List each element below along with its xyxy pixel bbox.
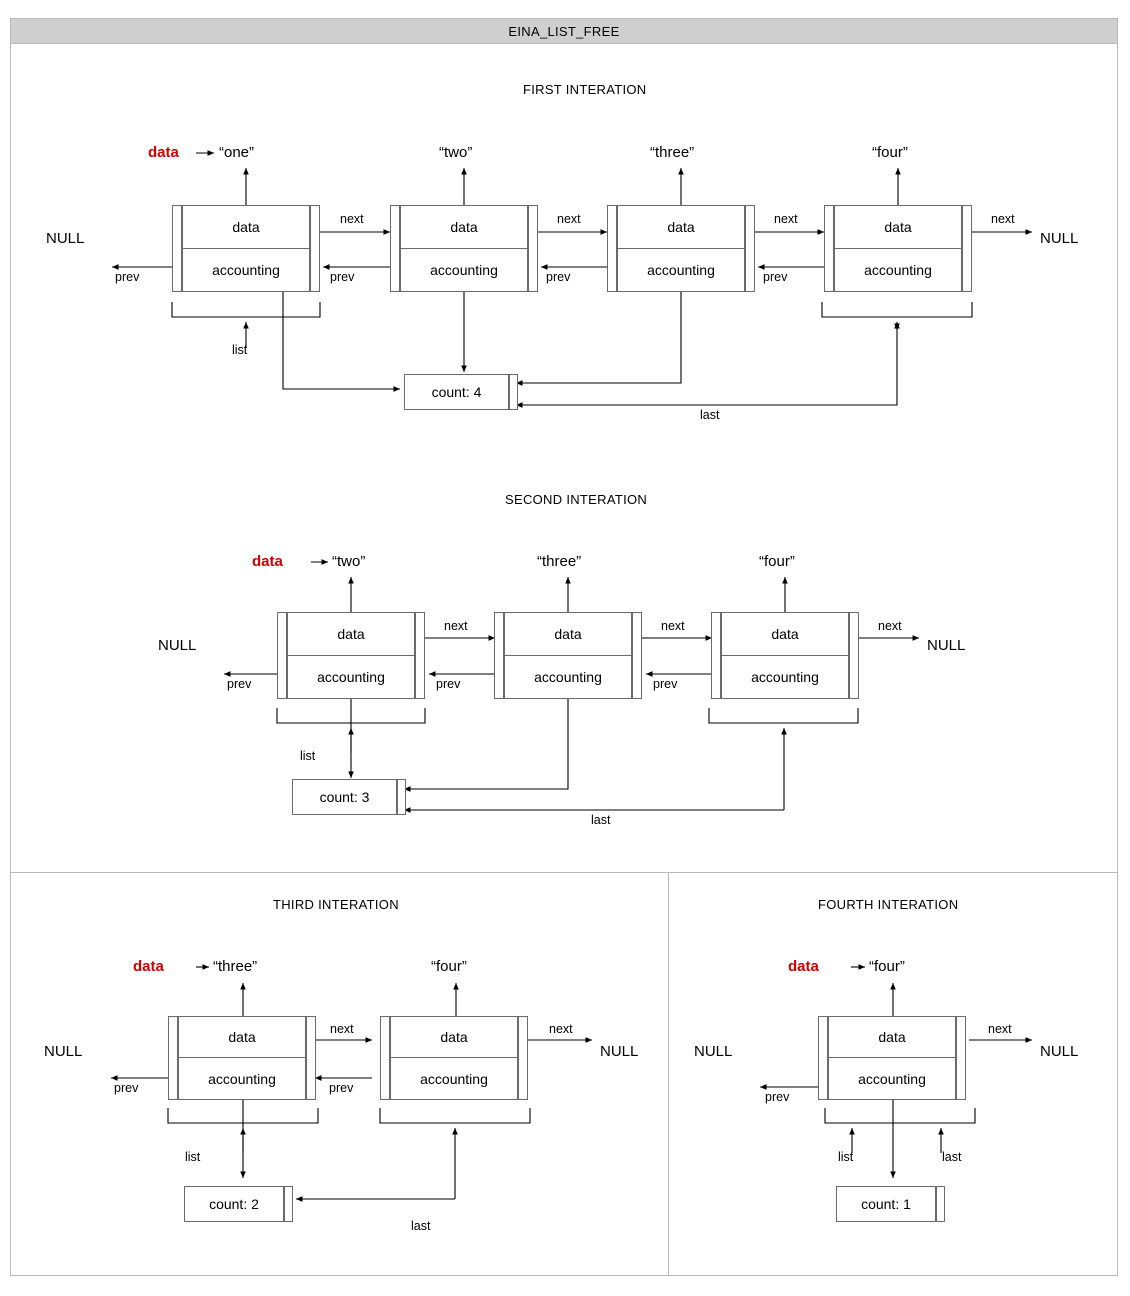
node-first-0 (182, 205, 310, 292)
null-left-fourth: NULL (694, 1043, 733, 1060)
next-label-second-1: next (661, 619, 685, 633)
node-value-second-0: “two” (332, 553, 366, 570)
node-value-second-2: “four” (759, 553, 795, 570)
node-stub-left-second-0 (277, 612, 287, 699)
node-stub-left-third-0 (168, 1016, 178, 1100)
node-third-0 (178, 1016, 306, 1100)
last-label-second: last (591, 813, 611, 827)
node-cell-accounting: accounting (420, 1070, 488, 1087)
prev-label-third-1: prev (329, 1081, 354, 1095)
count-box-stub-fourth (936, 1186, 945, 1222)
data-pointer-label-second: data (252, 553, 283, 570)
node-stub-right-first-1 (528, 205, 538, 292)
node-cell-data: data (829, 1017, 955, 1058)
node-value-fourth-0: “four” (869, 958, 905, 975)
node-cell-data: data (183, 206, 309, 249)
section-divider-horizontal (11, 872, 1117, 873)
next-label-fourth-0: next (988, 1022, 1012, 1036)
null-right-first: NULL (1040, 230, 1079, 247)
next-label-first-0: next (340, 212, 364, 226)
prev-label-first-2: prev (546, 270, 571, 284)
node-cell-data: data (288, 613, 414, 656)
null-left-third: NULL (44, 1043, 83, 1060)
node-value-first-2: “three” (650, 144, 695, 161)
node-second-0 (287, 612, 415, 699)
prev-label-second-1: prev (436, 677, 461, 691)
node-value-third-1: “four” (431, 958, 467, 975)
last-label-first: last (700, 408, 720, 422)
node-third-1 (390, 1016, 518, 1100)
next-label-third-0: next (330, 1022, 354, 1036)
data-pointer-label-fourth: data (788, 958, 819, 975)
prev-label-fourth-0: prev (765, 1090, 790, 1104)
node-stub-left-second-1 (494, 612, 504, 699)
next-label-third-1: next (549, 1022, 573, 1036)
node-stub-left-first-2 (607, 205, 617, 292)
node-cell-data: data (401, 206, 527, 249)
node-value-first-3: “four” (872, 144, 908, 161)
node-first-1 (400, 205, 528, 292)
node-stub-right-second-1 (632, 612, 642, 699)
node-cell-data: data (835, 206, 961, 249)
node-stub-left-fourth-0 (818, 1016, 828, 1100)
list-label-fourth: list (838, 1150, 854, 1164)
node-first-3 (834, 205, 962, 292)
prev-label-third-0: prev (114, 1081, 139, 1095)
next-label-first-3: next (991, 212, 1015, 226)
node-stub-right-third-1 (518, 1016, 528, 1100)
node-stub-left-third-1 (380, 1016, 390, 1100)
node-cell-accounting: accounting (751, 668, 819, 685)
node-cell-data: data (505, 613, 631, 656)
count-box-third: count: 2 (184, 1186, 284, 1222)
node-cell-accounting: accounting (208, 1070, 276, 1087)
null-left-first: NULL (46, 230, 85, 247)
data-pointer-label-third: data (133, 958, 164, 975)
count-box-first: count: 4 (404, 374, 509, 410)
next-label-second-2: next (878, 619, 902, 633)
node-cell-data: data (391, 1017, 517, 1058)
count-box-fourth: count: 1 (836, 1186, 936, 1222)
null-right-third: NULL (600, 1043, 639, 1060)
count-box-second: count: 3 (292, 779, 397, 815)
null-left-second: NULL (158, 637, 197, 654)
last-label-fourth: last (942, 1150, 962, 1164)
node-cell-accounting: accounting (864, 261, 932, 278)
node-cell-data: data (618, 206, 744, 249)
node-cell-data: data (179, 1017, 305, 1058)
prev-label-first-3: prev (763, 270, 788, 284)
section-title-third: THIRD INTERATION (273, 897, 399, 912)
node-first-2 (617, 205, 745, 292)
count-box-stub-first (509, 374, 518, 410)
list-label-third: list (185, 1150, 201, 1164)
node-cell-accounting: accounting (317, 668, 385, 685)
prev-label-second-2: prev (653, 677, 678, 691)
node-cell-accounting: accounting (858, 1070, 926, 1087)
node-value-first-0: “one” (219, 144, 255, 161)
node-cell-accounting: accounting (534, 668, 602, 685)
list-label-second: list (300, 749, 316, 763)
count-box-stub-second (397, 779, 406, 815)
node-stub-left-first-3 (824, 205, 834, 292)
prev-label-first-1: prev (330, 270, 355, 284)
section-title-second: SECOND INTERATION (505, 492, 648, 507)
node-fourth-0 (828, 1016, 956, 1100)
node-value-second-1: “three” (537, 553, 582, 570)
data-pointer-label-first: data (148, 144, 179, 161)
node-stub-left-second-2 (711, 612, 721, 699)
prev-label-second-0: prev (227, 677, 252, 691)
node-value-first-1: “two” (439, 144, 473, 161)
list-label-first: list (232, 343, 248, 357)
window-title: EINA_LIST_FREE (10, 18, 1118, 44)
null-right-second: NULL (927, 637, 966, 654)
node-stub-right-second-0 (415, 612, 425, 699)
node-cell-accounting: accounting (212, 261, 280, 278)
prev-label-first-0: prev (115, 270, 140, 284)
null-right-fourth: NULL (1040, 1043, 1079, 1060)
node-cell-data: data (722, 613, 848, 656)
node-stub-left-first-1 (390, 205, 400, 292)
count-box-stub-third (284, 1186, 293, 1222)
node-second-2 (721, 612, 849, 699)
next-label-second-0: next (444, 619, 468, 633)
node-stub-right-first-2 (745, 205, 755, 292)
section-title-fourth: FOURTH INTERATION (818, 897, 959, 912)
node-stub-right-third-0 (306, 1016, 316, 1100)
section-title-first: FIRST INTERATION (523, 82, 647, 97)
node-cell-accounting: accounting (430, 261, 498, 278)
node-second-1 (504, 612, 632, 699)
node-stub-right-first-3 (962, 205, 972, 292)
last-label-third: last (411, 1219, 431, 1233)
section-divider-vertical (668, 872, 669, 1276)
node-stub-right-second-2 (849, 612, 859, 699)
node-cell-accounting: accounting (647, 261, 715, 278)
node-stub-right-fourth-0 (956, 1016, 966, 1100)
node-stub-right-first-0 (310, 205, 320, 292)
next-label-first-2: next (774, 212, 798, 226)
node-value-third-0: “three” (213, 958, 258, 975)
next-label-first-1: next (557, 212, 581, 226)
node-stub-left-first-0 (172, 205, 182, 292)
